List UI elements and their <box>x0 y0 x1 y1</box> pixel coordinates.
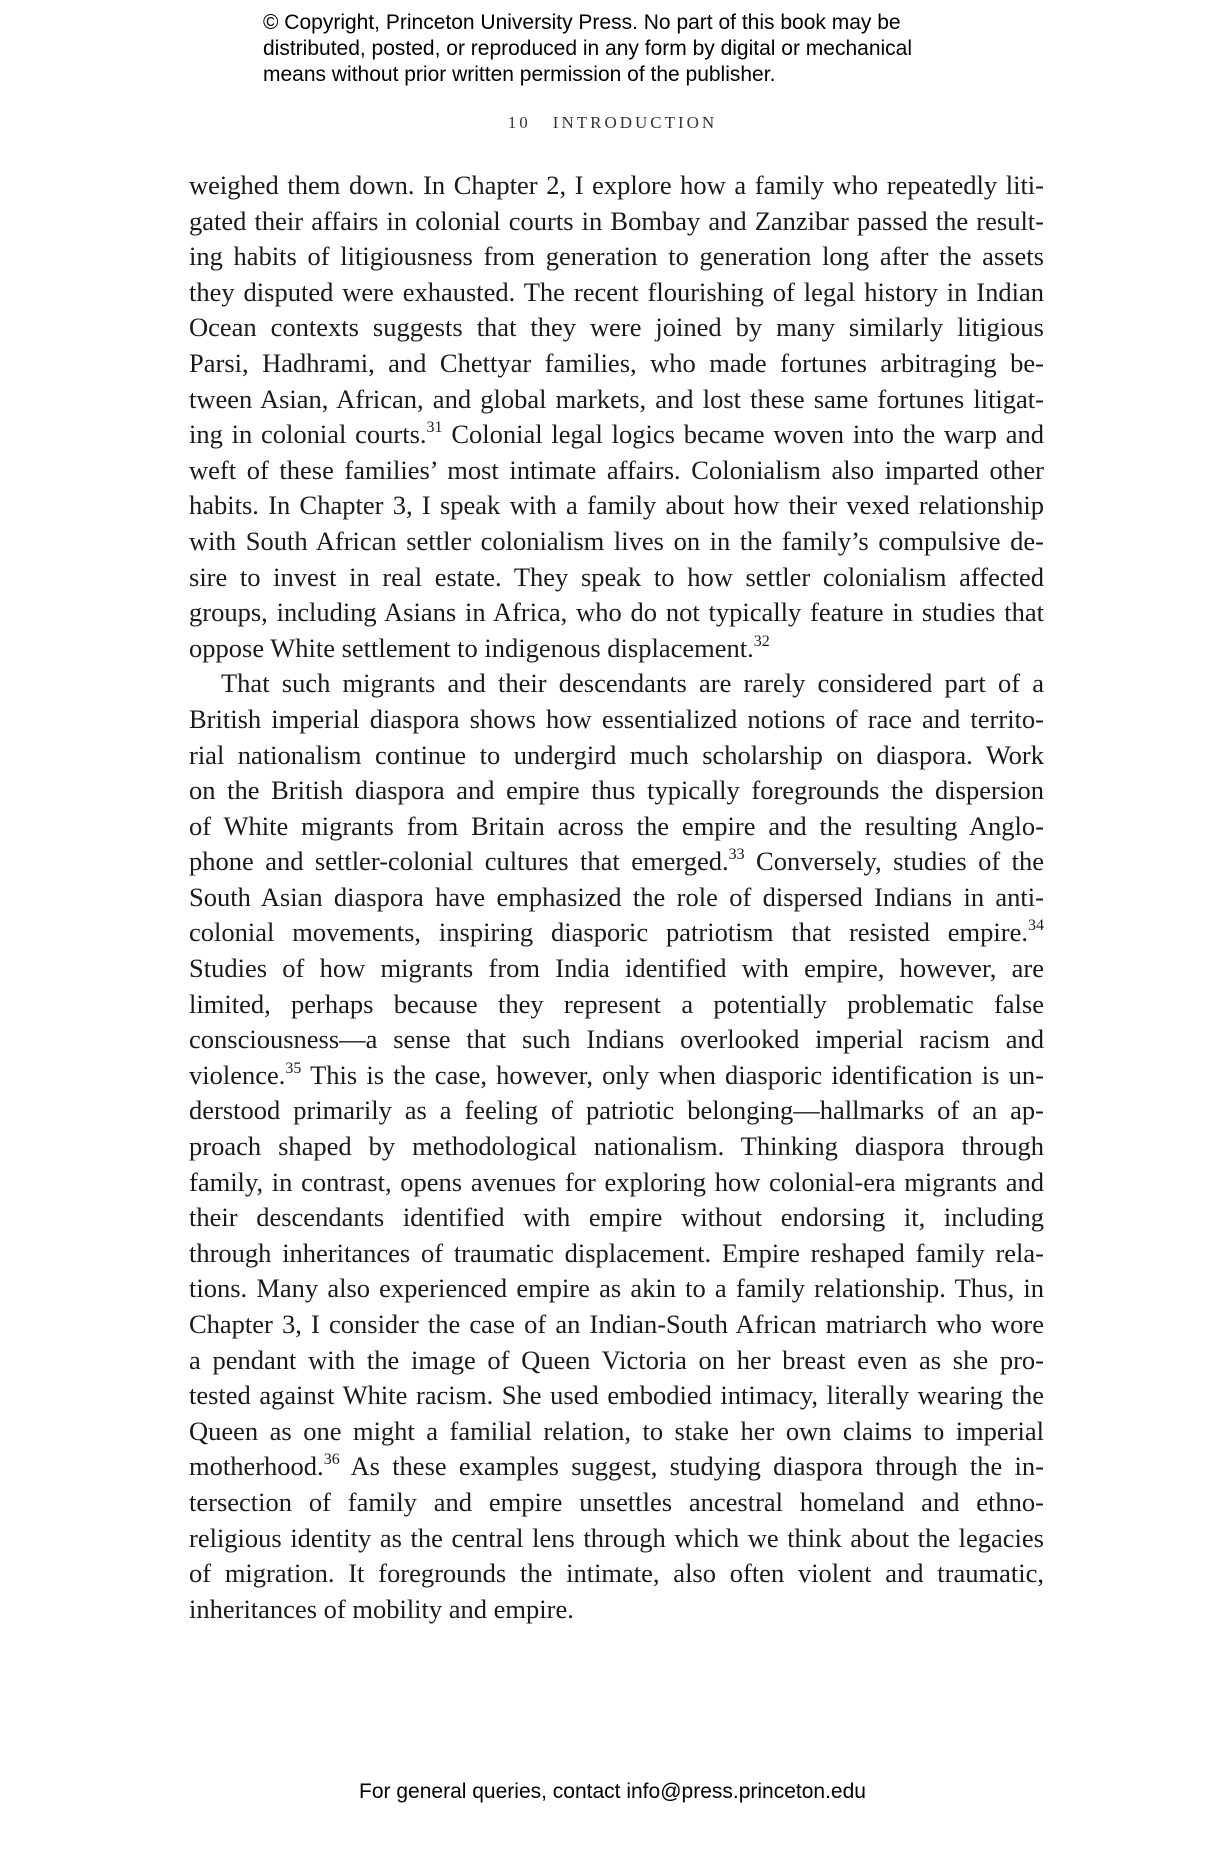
text-line: gated their affairs in colonial courts in Bombay and Zanzibar passed the result- <box>189 205 1044 236</box>
running-title: INTRODUCTION <box>552 113 718 132</box>
text-line: proach shaped by methodological nationalism. Thinking diaspora through <box>189 1131 1044 1162</box>
text-line: weft of these families’ most intimate affairs. Colonialism also imparted other <box>189 454 1044 485</box>
footnote-ref[interactable]: 33 <box>728 846 745 864</box>
text-line: groups, including Asians in Africa, who do not typically feature in studies that <box>189 597 1044 628</box>
text-line: of White migrants from Britain across the empire and the resulting Anglo- <box>189 810 1044 841</box>
text-line: oppose White settlement to indigenous displacement.$^{32}$ <box>189 632 770 663</box>
text-line: derstood primarily as a feeling of patriotic belonging—hallmarks of an ap- <box>189 1095 1044 1126</box>
page-number: 10 <box>507 113 531 132</box>
footnote-ref[interactable]: 34 <box>1028 917 1044 935</box>
text-line: motherhood.$^{36}$ As these examples suggest, studying diaspora through the in- <box>189 1451 1044 1482</box>
text-line: rial nationalism continue to undergird much scholarship on diaspora. Work <box>189 739 1044 770</box>
paragraph <box>189 168 1044 666</box>
footer-contact: For general queries, contact info@press.princeton.edu <box>359 1780 866 1803</box>
text-line: through inheritances of traumatic displacement. Empire reshaped family rela- <box>189 1237 1044 1268</box>
paragraph <box>189 666 1044 1627</box>
text-line: consciousness—a sense that such Indians overlooked imperial racism and <box>189 1024 1044 1055</box>
copyright-line: distributed, posted, or reproduced in any form by digital or mechanical <box>263 37 913 60</box>
text-line: violence.$^{35}$ This is the case, however, only when diasporic identification is un- <box>189 1059 1044 1090</box>
text-line: family, in contrast, opens avenues for exploring how colonial-era migrants and <box>189 1166 1044 1197</box>
text-line: Ocean contexts suggests that they were joined by many similarly litigious <box>189 312 1044 343</box>
text-line: Studies of how migrants from India identified with empire, however, are <box>189 953 1044 984</box>
text-line: habits. In Chapter 3, I speak with a family about how their vexed relationship <box>189 490 1044 521</box>
text-line: ing habits of litigiousness from generation to generation long after the assets <box>189 241 1044 272</box>
text-line: tween Asian, African, and global markets, and lost these same fortunes litigat- <box>189 383 1044 414</box>
text-line: tions. Many also experienced empire as akin to a family relationship. Thus, in <box>189 1273 1044 1304</box>
text-line: tersection of family and empire unsettles ancestral homeland and ethno- <box>189 1486 1044 1517</box>
text-line: limited, perhaps because they represent a potentially problematic false <box>189 988 1044 1019</box>
text-line: inheritances of mobility and empire. <box>189 1593 574 1624</box>
text-line: ing in colonial courts.$^{31}$ Colonial legal logics became woven into the warp and <box>189 419 1044 450</box>
text-line: their descendants identified with empire without endorsing it, including <box>189 1202 1044 1233</box>
text-line: Parsi, Hadhrami, and Chettyar families, who made fortunes arbitraging be- <box>189 347 1044 378</box>
copyright-line: means without prior written permission of the publisher. <box>263 63 776 86</box>
text-line: tested against White racism. She used embodied intimacy, literally wearing the <box>189 1380 1044 1411</box>
text-line: South Asian diaspora have emphasized the role of dispersed Indians in anti- <box>189 881 1044 912</box>
text-line: sire to invest in real estate. They speak to how settler colonialism affected <box>189 561 1044 592</box>
text-line: on the British diaspora and empire thus typically foregrounds the dispersion <box>189 775 1044 806</box>
text-line: they disputed were exhausted. The recent flourishing of legal history in Indian <box>189 276 1044 307</box>
text-line: with South African settler colonialism lives on in the family’s compulsive de- <box>189 525 1044 556</box>
footnote-ref[interactable]: 31 <box>426 419 443 437</box>
text-line: Queen as one might a familial relation, to stake her own claims to imperial <box>189 1415 1044 1446</box>
footnote-ref[interactable]: 35 <box>285 1059 302 1077</box>
text-line: colonial movements, inspiring diasporic patriotism that resisted empire.$^{34}$ <box>189 917 1044 948</box>
body-text <box>189 168 1044 1627</box>
text-line: That such migrants and their descendants are rarely considered part of a <box>221 668 1044 699</box>
copyright-notice <box>263 10 1023 88</box>
text-line: phone and settler-colonial cultures that emerged.$^{33}$ Conversely, studies of the <box>189 846 1044 877</box>
running-head <box>0 113 1225 133</box>
text-line: weighed them down. In Chapter 2, I explore how a family who repeatedly liti- <box>189 170 1044 200</box>
text-line: religious identity as the central lens through which we think about the legacies <box>189 1522 1044 1553</box>
text-line: Chapter 3, I consider the case of an Indian-South African matriarch who wore <box>189 1309 1044 1339</box>
footnote-ref[interactable]: 36 <box>323 1451 340 1469</box>
text-line: British imperial diaspora shows how essentialized notions of race and territo- <box>189 703 1044 734</box>
footnote-ref[interactable]: 32 <box>753 632 770 650</box>
copyright-line: © Copyright, Princeton University Press. No part of this book may be <box>263 11 901 34</box>
text-line: a pendant with the image of Queen Victoria on her breast even as she pro- <box>189 1344 1044 1375</box>
text-line: of migration. It foregrounds the intimate, also often violent and traumatic, <box>189 1558 1044 1589</box>
